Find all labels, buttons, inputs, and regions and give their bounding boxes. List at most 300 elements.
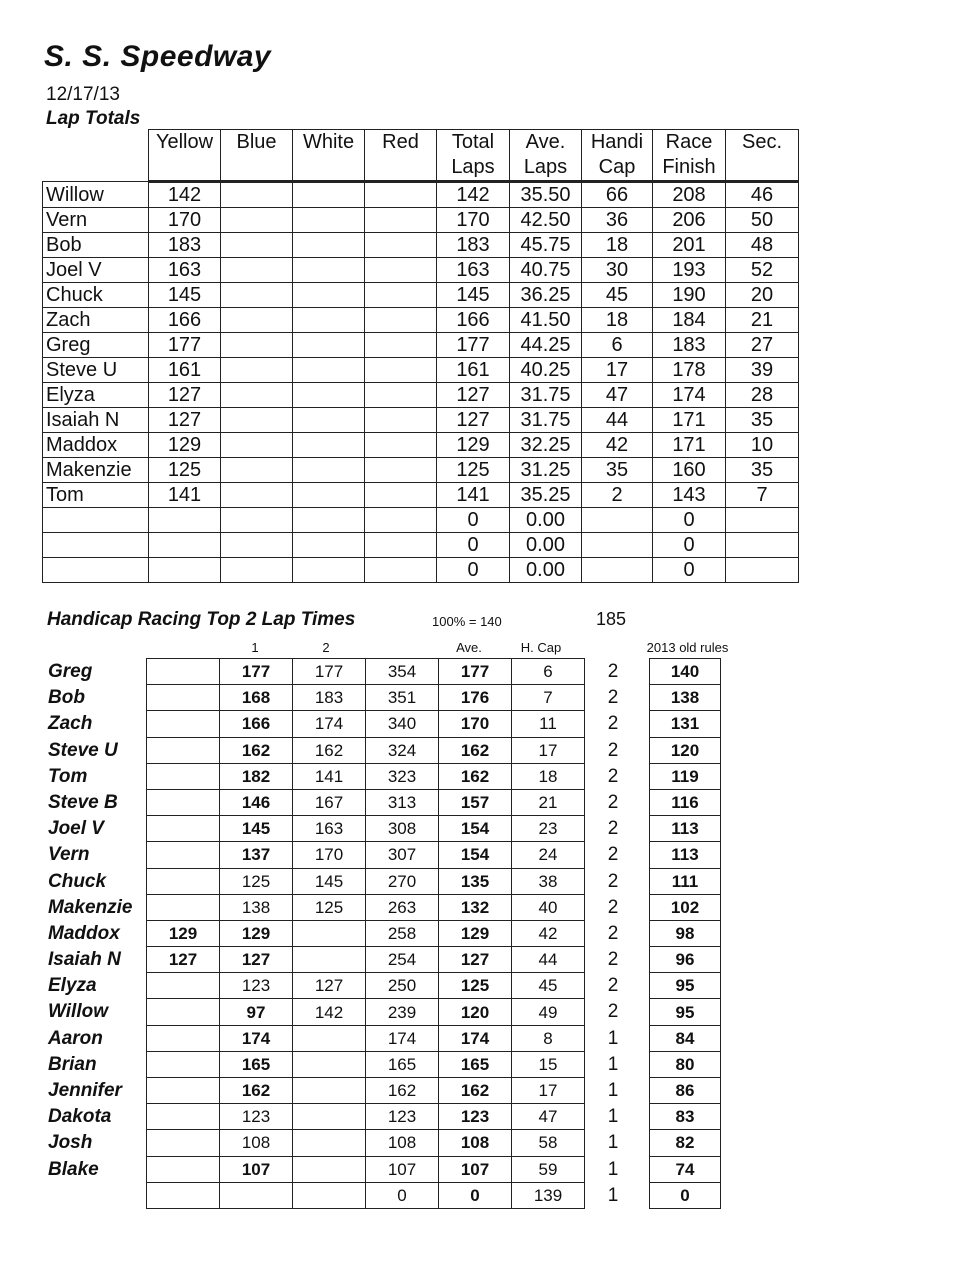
driver-name: Steve U <box>43 358 149 383</box>
table-cell: 45 <box>582 283 653 308</box>
table-cell: 163 <box>437 258 510 283</box>
table-cell: 163 <box>149 258 221 283</box>
table-cell: 24 <box>512 842 585 868</box>
table-cell <box>147 1025 220 1051</box>
table-cell: 239 <box>366 999 439 1025</box>
handicap-driver-name: Makenzie <box>48 896 133 918</box>
driver-name: Isaiah N <box>43 408 149 433</box>
table-row <box>650 894 721 920</box>
table-cell: 129 <box>439 920 512 946</box>
table-cell: 129 <box>147 920 220 946</box>
table-cell <box>582 533 653 558</box>
handicap-driver-name <box>48 1183 132 1209</box>
table-cell: 17 <box>512 737 585 763</box>
table-cell: 52 <box>726 258 799 283</box>
driver-name: Vern <box>43 208 149 233</box>
table-row <box>147 999 585 1025</box>
table-cell: 141 <box>149 483 221 508</box>
table-cell: 27 <box>726 333 799 358</box>
table-row <box>650 1104 721 1130</box>
table-cell: 170 <box>439 711 512 737</box>
table-row <box>650 1156 721 1182</box>
table-cell <box>221 458 293 483</box>
driver-name: Zach <box>43 308 149 333</box>
old-rules-value: 111 <box>650 868 721 894</box>
table-cell: 44.25 <box>510 333 582 358</box>
table-cell: 176 <box>439 685 512 711</box>
table-cell: 162 <box>220 737 293 763</box>
header-corner <box>43 130 149 182</box>
table-cell <box>293 208 365 233</box>
table-cell <box>293 920 366 946</box>
table-cell: 35 <box>726 458 799 483</box>
race-count: 1 <box>607 1184 619 1206</box>
table-row <box>43 508 799 533</box>
table-row <box>147 1078 585 1104</box>
table-cell <box>293 433 365 458</box>
table-cell: 125 <box>149 458 221 483</box>
table-cell: 59 <box>512 1156 585 1182</box>
table-cell: 154 <box>439 816 512 842</box>
table-cell: 162 <box>439 1078 512 1104</box>
table-cell <box>293 1078 366 1104</box>
old-rules-value: 119 <box>650 763 721 789</box>
race-count: 1 <box>607 1106 619 1128</box>
race-count: 2 <box>607 922 619 944</box>
table-cell: 182 <box>220 763 293 789</box>
table-cell <box>221 408 293 433</box>
table-cell <box>221 258 293 283</box>
table-cell: 66 <box>582 182 653 208</box>
table-cell: 129 <box>437 433 510 458</box>
table-cell: 18 <box>582 233 653 258</box>
table-cell: 157 <box>439 789 512 815</box>
table-row <box>43 308 799 333</box>
driver-name <box>43 508 149 533</box>
table-cell: 340 <box>366 711 439 737</box>
race-count: 2 <box>607 713 619 735</box>
table-cell: 254 <box>366 947 439 973</box>
table-row <box>147 737 585 763</box>
table-cell: 167 <box>293 789 366 815</box>
race-count: 2 <box>607 870 619 892</box>
table-cell <box>726 508 799 533</box>
table-cell: 250 <box>366 973 439 999</box>
driver-name: Maddox <box>43 433 149 458</box>
table-cell <box>293 1130 366 1156</box>
table-cell <box>582 558 653 583</box>
table-row <box>43 283 799 308</box>
handicap-driver-name: Steve B <box>48 791 118 813</box>
table-cell <box>293 333 365 358</box>
old-rules-value: 98 <box>650 920 721 946</box>
table-cell <box>220 1182 293 1208</box>
old-rules-value: 120 <box>650 737 721 763</box>
table-cell: 0 <box>653 558 726 583</box>
handicap-table <box>146 658 585 1209</box>
table-row <box>43 233 799 258</box>
table-row <box>650 789 721 815</box>
table-cell: 171 <box>653 408 726 433</box>
table-cell <box>293 383 365 408</box>
table-row <box>650 868 721 894</box>
table-cell: 0.00 <box>510 558 582 583</box>
old-rules-value: 95 <box>650 999 721 1025</box>
table-cell <box>147 842 220 868</box>
table-row <box>147 920 585 946</box>
table-cell: 145 <box>293 868 366 894</box>
table-cell: 263 <box>366 894 439 920</box>
table-cell: 141 <box>293 763 366 789</box>
table-cell: 47 <box>582 383 653 408</box>
table-cell <box>221 533 293 558</box>
table-cell: 160 <box>653 458 726 483</box>
table-cell <box>293 182 365 208</box>
table-cell <box>365 458 437 483</box>
handicap-driver-name: Brian <box>48 1053 97 1075</box>
table-cell: 44 <box>582 408 653 433</box>
table-cell <box>365 208 437 233</box>
table-cell: 6 <box>512 659 585 685</box>
table-cell: 141 <box>437 483 510 508</box>
table-cell <box>293 1025 366 1051</box>
table-cell: 143 <box>653 483 726 508</box>
table-cell <box>147 763 220 789</box>
table-cell <box>293 1182 366 1208</box>
table-cell: 127 <box>437 383 510 408</box>
race-count: 2 <box>607 975 619 997</box>
table-cell: 174 <box>366 1025 439 1051</box>
column-header: Ave. Laps <box>510 130 582 182</box>
column-header-1: 1 <box>251 640 259 655</box>
table-cell: 177 <box>293 659 366 685</box>
table-row <box>43 408 799 433</box>
table-row <box>650 920 721 946</box>
table-cell: 183 <box>437 233 510 258</box>
table-cell: 177 <box>437 333 510 358</box>
table-cell: 44 <box>512 947 585 973</box>
table-cell: 129 <box>149 433 221 458</box>
table-row <box>650 947 721 973</box>
table-cell: 162 <box>220 1078 293 1104</box>
table-cell: 165 <box>220 1051 293 1077</box>
race-count: 2 <box>607 739 619 761</box>
handicap-driver-name: Steve U <box>48 739 118 761</box>
column-header: Yellow <box>149 130 221 182</box>
table-cell: 178 <box>653 358 726 383</box>
handicap-driver-name: Chuck <box>48 870 107 892</box>
table-cell: 166 <box>437 308 510 333</box>
table-cell: 174 <box>293 711 366 737</box>
handicap-extra-value: 185 <box>596 609 627 629</box>
table-cell: 170 <box>149 208 221 233</box>
table-cell: 47 <box>512 1104 585 1130</box>
handicap-driver-name: Tom <box>48 765 88 787</box>
section-title-lap-totals: Lap Totals <box>46 108 141 129</box>
old-rules-value: 131 <box>650 711 721 737</box>
handicap-driver-name: Vern <box>48 844 90 866</box>
table-cell: 42 <box>582 433 653 458</box>
table-row <box>147 1156 585 1182</box>
table-cell: 190 <box>653 283 726 308</box>
table-row <box>43 208 799 233</box>
table-row <box>43 182 799 208</box>
table-cell: 45.75 <box>510 233 582 258</box>
table-row <box>650 685 721 711</box>
table-cell: 354 <box>366 659 439 685</box>
driver-name: Elyza <box>43 383 149 408</box>
driver-name: Makenzie <box>43 458 149 483</box>
driver-name: Greg <box>43 333 149 358</box>
table-cell: 42.50 <box>510 208 582 233</box>
race-count: 2 <box>607 949 619 971</box>
table-row <box>147 1051 585 1077</box>
handicap-driver-name: Dakota <box>48 1106 112 1128</box>
table-cell: 177 <box>439 659 512 685</box>
table-cell: 107 <box>220 1156 293 1182</box>
table-cell: 36 <box>582 208 653 233</box>
table-cell <box>365 383 437 408</box>
table-cell <box>221 483 293 508</box>
table-cell: 177 <box>149 333 221 358</box>
old-rules-value: 102 <box>650 894 721 920</box>
table-row <box>147 789 585 815</box>
table-cell: 35.50 <box>510 182 582 208</box>
table-cell: 142 <box>149 182 221 208</box>
old-rules-value: 138 <box>650 685 721 711</box>
lap-totals-table <box>42 129 799 583</box>
table-row <box>147 894 585 920</box>
table-cell: 40.75 <box>510 258 582 283</box>
table-cell <box>147 1156 220 1182</box>
table-row <box>650 1182 721 1208</box>
handicap-driver-name: Aaron <box>48 1027 103 1049</box>
table-cell: 146 <box>220 789 293 815</box>
table-cell: 32.25 <box>510 433 582 458</box>
table-cell: 46 <box>726 182 799 208</box>
table-cell: 28 <box>726 383 799 408</box>
table-cell: 162 <box>439 737 512 763</box>
table-cell: 184 <box>653 308 726 333</box>
race-count: 2 <box>607 791 619 813</box>
column-header: Handi Cap <box>582 130 653 182</box>
table-cell <box>147 999 220 1025</box>
table-cell <box>365 308 437 333</box>
table-cell: 40.25 <box>510 358 582 383</box>
table-cell: 49 <box>512 999 585 1025</box>
table-cell: 7 <box>726 483 799 508</box>
race-count: 1 <box>607 1080 619 1101</box>
table-cell <box>147 868 220 894</box>
table-cell: 308 <box>366 816 439 842</box>
table-cell: 108 <box>366 1130 439 1156</box>
handicap-driver-name: Joel V <box>48 818 104 840</box>
old-rules-value: 0 <box>650 1182 721 1208</box>
table-cell: 165 <box>439 1051 512 1077</box>
table-cell: 127 <box>147 947 220 973</box>
table-cell: 125 <box>439 973 512 999</box>
table-cell <box>293 283 365 308</box>
table-cell <box>221 433 293 458</box>
table-row <box>147 1130 585 1156</box>
table-row <box>43 333 799 358</box>
old-rules-table <box>649 658 721 1209</box>
table-row <box>147 868 585 894</box>
table-cell <box>221 182 293 208</box>
table-cell <box>365 333 437 358</box>
table-cell: 170 <box>293 842 366 868</box>
table-cell: 17 <box>512 1078 585 1104</box>
handicap-count-list <box>598 659 628 1209</box>
table-cell: 270 <box>366 868 439 894</box>
table-cell: 0 <box>366 1182 439 1208</box>
table-cell: 125 <box>437 458 510 483</box>
table-cell: 168 <box>220 685 293 711</box>
table-cell <box>221 208 293 233</box>
column-header: Race Finish <box>653 130 726 182</box>
table-row <box>650 842 721 868</box>
table-cell: 107 <box>439 1156 512 1182</box>
table-cell: 50 <box>726 208 799 233</box>
table-cell: 125 <box>220 868 293 894</box>
table-row <box>650 1051 721 1077</box>
table-cell <box>293 1156 366 1182</box>
table-cell: 41.50 <box>510 308 582 333</box>
table-row <box>147 842 585 868</box>
table-cell: 161 <box>437 358 510 383</box>
table-row <box>147 1182 585 1208</box>
handicap-driver-name: Josh <box>48 1132 93 1154</box>
table-cell <box>365 258 437 283</box>
table-row <box>650 973 721 999</box>
table-cell: 145 <box>149 283 221 308</box>
column-header-ave: Ave. <box>456 640 482 655</box>
table-row <box>147 816 585 842</box>
section-title-handicap: Handicap Racing Top 2 Lap Times <box>47 609 356 630</box>
table-row <box>43 358 799 383</box>
old-rules-value: 84 <box>650 1025 721 1051</box>
table-cell <box>147 894 220 920</box>
table-row <box>650 1025 721 1051</box>
table-row <box>43 533 799 558</box>
old-rules-value: 96 <box>650 947 721 973</box>
race-count: 1 <box>607 1158 619 1180</box>
table-cell: 35.25 <box>510 483 582 508</box>
table-cell <box>293 308 365 333</box>
driver-name <box>43 558 149 583</box>
table-cell <box>365 433 437 458</box>
table-cell <box>365 182 437 208</box>
table-cell: 0 <box>653 533 726 558</box>
old-rules-value: 116 <box>650 789 721 815</box>
table-cell <box>293 508 365 533</box>
table-cell: 0 <box>439 1182 512 1208</box>
table-cell: 18 <box>512 763 585 789</box>
table-cell <box>365 508 437 533</box>
table-cell <box>147 973 220 999</box>
table-cell <box>221 558 293 583</box>
driver-name: Bob <box>43 233 149 258</box>
table-cell: 183 <box>149 233 221 258</box>
handicap-driver-name: Bob <box>48 687 85 709</box>
race-count: 1 <box>607 1053 619 1075</box>
table-cell: 142 <box>437 182 510 208</box>
column-header: Red <box>365 130 437 182</box>
race-count: 2 <box>607 661 619 682</box>
driver-name: Joel V <box>43 258 149 283</box>
old-rules-value: 140 <box>650 659 721 685</box>
table-cell <box>221 233 293 258</box>
race-count: 2 <box>607 818 619 840</box>
table-cell: 258 <box>366 920 439 946</box>
table-cell: 36.25 <box>510 283 582 308</box>
race-count: 1 <box>607 1027 619 1049</box>
table-cell: 177 <box>220 659 293 685</box>
driver-name: Willow <box>43 182 149 208</box>
table-cell: 23 <box>512 816 585 842</box>
table-cell <box>365 233 437 258</box>
table-cell: 138 <box>220 894 293 920</box>
table-cell: 0 <box>437 533 510 558</box>
table-cell: 193 <box>653 258 726 283</box>
table-row <box>147 711 585 737</box>
old-rules-value: 113 <box>650 816 721 842</box>
table-cell: 0 <box>437 558 510 583</box>
table-cell <box>149 508 221 533</box>
handicap-driver-name: Willow <box>48 1001 108 1023</box>
table-row <box>650 737 721 763</box>
table-cell: 21 <box>726 308 799 333</box>
table-cell: 162 <box>293 737 366 763</box>
table-cell: 161 <box>149 358 221 383</box>
driver-name: Tom <box>43 483 149 508</box>
table-cell <box>147 1182 220 1208</box>
table-row <box>650 711 721 737</box>
table-cell: 145 <box>437 283 510 308</box>
table-row <box>43 433 799 458</box>
table-cell: 8 <box>512 1025 585 1051</box>
table-cell: 10 <box>726 433 799 458</box>
table-cell <box>365 558 437 583</box>
table-cell <box>147 1104 220 1130</box>
old-rules-value: 95 <box>650 973 721 999</box>
table-row <box>43 383 799 408</box>
table-cell <box>147 816 220 842</box>
table-cell <box>147 711 220 737</box>
table-cell: 137 <box>220 842 293 868</box>
table-cell: 2 <box>582 483 653 508</box>
table-row <box>147 685 585 711</box>
column-header-old-rules: 2013 old rules <box>646 640 729 655</box>
table-row <box>147 1025 585 1051</box>
table-cell: 208 <box>653 182 726 208</box>
table-cell: 31.75 <box>510 383 582 408</box>
table-cell: 135 <box>439 868 512 894</box>
table-row <box>650 999 721 1025</box>
table-cell: 15 <box>512 1051 585 1077</box>
table-cell: 165 <box>366 1051 439 1077</box>
table-cell: 127 <box>149 383 221 408</box>
table-cell <box>147 789 220 815</box>
table-row <box>650 1130 721 1156</box>
driver-name <box>43 533 149 558</box>
table-cell: 31.75 <box>510 408 582 433</box>
table-cell <box>726 558 799 583</box>
table-cell: 11 <box>512 711 585 737</box>
table-cell <box>221 333 293 358</box>
table-cell: 39 <box>726 358 799 383</box>
handicap-driver-name: Maddox <box>48 922 120 944</box>
